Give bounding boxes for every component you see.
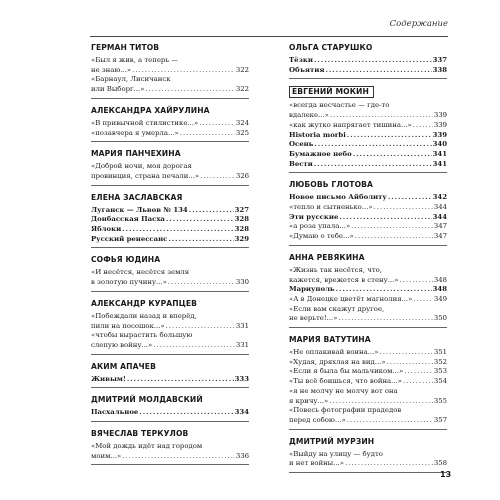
toc-entry xyxy=(289,406,447,425)
entry-title-row xyxy=(289,285,447,295)
leader-dots xyxy=(374,203,433,213)
entry-title-line: я кричу...» xyxy=(289,396,329,405)
leader-dots xyxy=(122,452,235,462)
toc-entry xyxy=(289,367,447,377)
entry-title-line: «позавчера я умерла...» xyxy=(91,128,179,137)
toc-section xyxy=(91,255,249,291)
entry-title-line: перед собою...» xyxy=(289,415,346,424)
section-divider xyxy=(289,429,447,430)
entry-page-number: 348 xyxy=(433,275,447,284)
toc-entry xyxy=(91,206,249,216)
entry-title-line: не верьте!...» xyxy=(289,314,338,323)
entry-title-line: «Повесь фотографии прадедов xyxy=(289,406,402,415)
leader-dots xyxy=(413,121,433,131)
entry-title-row xyxy=(289,56,447,66)
entry-title-row xyxy=(289,222,447,232)
toc-entry xyxy=(289,101,447,120)
leader-dots xyxy=(388,193,432,203)
entry-page-number: 327 xyxy=(234,205,249,214)
toc-section xyxy=(289,79,447,173)
author-name: АЛЕКСАНДРА ХАЙРУЛИНА xyxy=(91,105,210,115)
entry-title-line: «Выйду на улицу — будто xyxy=(289,449,383,458)
entry-title-line: не знаю...» xyxy=(91,65,132,74)
entry-title-line: Яблоки xyxy=(91,225,122,234)
toc-entry xyxy=(91,56,249,75)
entry-title-row xyxy=(91,278,249,288)
entry-page-number: 328 xyxy=(234,225,249,234)
entry-title-line: слепую войну...» xyxy=(91,340,153,349)
author-name: АЛЕКСАНДР КУРАПЦЕВ xyxy=(91,298,198,308)
entry-title-line: провинция, страна печали...» xyxy=(91,171,200,180)
author-name: АКИМ АПАЧЕВ xyxy=(91,361,156,371)
entry-page-number: 328 xyxy=(234,215,249,224)
entry-title-row xyxy=(289,348,447,358)
entry-title-row xyxy=(91,235,249,245)
toc-entry xyxy=(289,66,447,76)
leader-dots xyxy=(314,160,432,170)
entry-title-line: «Думаю о тебе...» xyxy=(289,232,354,241)
leader-dots xyxy=(166,215,234,225)
section-divider xyxy=(91,421,249,422)
leader-dots xyxy=(347,131,432,141)
toc-entry xyxy=(289,150,447,160)
entry-title-row xyxy=(91,322,249,332)
toc-entry xyxy=(289,193,447,203)
entry-page-number: 341 xyxy=(432,159,447,168)
section-divider xyxy=(91,387,249,388)
leader-dots xyxy=(180,129,235,139)
toc-entry xyxy=(289,213,447,223)
leader-dots xyxy=(199,119,235,129)
entry-title-row xyxy=(91,206,249,216)
toc-entry xyxy=(91,129,249,139)
entry-title-line: Луганск — Львов № 134 xyxy=(91,205,188,214)
entry-title-line: «я не молчу не молчу вот она xyxy=(289,386,398,395)
entry-title-line: Вести xyxy=(289,159,313,168)
entry-title-row xyxy=(91,341,249,351)
toc-section xyxy=(91,43,249,99)
entry-page-number: 341 xyxy=(432,149,447,158)
entry-title-line: Живым! xyxy=(91,374,126,383)
entry-title-line: пили на посошок...» xyxy=(91,321,165,330)
entry-page-number: 357 xyxy=(433,415,447,424)
header-rule xyxy=(90,36,448,37)
toc-section xyxy=(91,395,249,422)
entry-page-number: 340 xyxy=(432,140,447,149)
leader-dots xyxy=(413,295,433,305)
toc-entry xyxy=(289,121,447,131)
entry-title-line: «тепло и сытненько...» xyxy=(289,203,373,212)
author-name: ЛЮБОВЬ ГЛОТОВА xyxy=(289,180,373,190)
entry-title-row xyxy=(289,111,447,121)
entry-title-line: «Доброй ночи, моя дорогая xyxy=(91,162,192,171)
toc-entry xyxy=(91,162,249,181)
entry-title-row xyxy=(91,215,249,225)
toc-entry xyxy=(289,377,447,387)
entry-page-number: 353 xyxy=(433,367,447,376)
entry-title-row xyxy=(91,452,249,462)
entry-title-line: Объятия xyxy=(289,65,325,74)
leader-dots xyxy=(338,314,432,324)
entry-page-number: 322 xyxy=(235,65,249,74)
entry-page-number: 326 xyxy=(235,171,249,180)
leader-dots xyxy=(339,213,431,223)
toc-entry xyxy=(91,235,249,245)
author-name: МАРИЯ ПАНЧЕХИНА xyxy=(91,149,181,159)
leader-dots xyxy=(132,66,235,76)
section-divider xyxy=(91,291,249,292)
leader-dots xyxy=(127,375,234,385)
entry-title-row xyxy=(289,377,447,387)
toc-entry xyxy=(91,75,249,94)
section-divider xyxy=(91,464,249,465)
toc-entry xyxy=(91,331,249,350)
entry-title-row xyxy=(91,172,249,182)
section-divider xyxy=(289,245,447,246)
entry-title-row xyxy=(289,459,447,469)
entry-title-row xyxy=(289,140,447,150)
entry-title-row xyxy=(289,358,447,368)
entry-title-line: «чтобы вырастить большую xyxy=(91,331,193,340)
entry-title-row xyxy=(289,213,447,223)
entry-title-line: Тёзки xyxy=(289,56,313,64)
toc-entry xyxy=(289,295,447,305)
toc-left-column xyxy=(91,43,249,465)
toc-section xyxy=(91,193,249,249)
entry-page-number: 331 xyxy=(235,321,249,330)
toc-section xyxy=(91,362,249,389)
leader-dots xyxy=(387,358,433,368)
entry-title-line: Мариуполь xyxy=(289,285,335,294)
leader-dots xyxy=(330,111,433,121)
header-title: Содержание xyxy=(389,19,448,29)
author-name: МАРИЯ ВАТУТИНА xyxy=(289,335,371,345)
section-divider xyxy=(289,172,447,173)
toc-entry xyxy=(91,375,249,385)
entry-page-number: 347 xyxy=(433,222,447,231)
author-name: ВЯЧЕСЛАВ ТЕРКУЛОВ xyxy=(91,429,189,439)
author-name: ЕВГЕНИЙ МОКИН xyxy=(289,86,374,98)
leader-dots xyxy=(404,367,433,377)
author-name: АННА РЕВЯКИНА xyxy=(289,252,365,262)
entry-page-number: 333 xyxy=(234,374,249,383)
toc-right-column xyxy=(289,43,447,473)
entry-title-row xyxy=(289,314,447,324)
section-divider xyxy=(289,472,447,473)
toc-section xyxy=(289,43,447,79)
entry-title-row xyxy=(289,150,447,160)
entry-title-line: Донбасская Пасха xyxy=(91,215,165,224)
toc-entry xyxy=(289,348,447,358)
entry-page-number: 331 xyxy=(235,340,249,349)
entry-title-line: в золотую пучину...» xyxy=(91,278,167,287)
leader-dots xyxy=(336,285,432,295)
entry-title-line: «Был я жив, а теперь — xyxy=(91,56,179,64)
leader-dots xyxy=(314,140,431,150)
toc-section xyxy=(91,106,249,142)
leader-dots xyxy=(351,222,433,232)
entry-title-line: вдалеке...» xyxy=(289,111,329,120)
entry-page-number: 358 xyxy=(433,459,447,468)
entry-title-row xyxy=(91,85,249,95)
leader-dots xyxy=(347,416,433,426)
toc-entry xyxy=(289,266,447,285)
entry-page-number: 336 xyxy=(235,451,249,460)
leader-dots xyxy=(353,150,432,160)
toc-section xyxy=(289,180,447,246)
toc-entry xyxy=(289,222,447,232)
toc-section xyxy=(289,335,447,430)
entry-page-number: 337 xyxy=(432,56,447,64)
toc-entry xyxy=(91,225,249,235)
entry-title-row xyxy=(289,203,447,213)
entry-title-line: или Выборг...» xyxy=(91,85,145,94)
entry-title-line: и нет войны...» xyxy=(289,459,344,468)
page-number: 13 xyxy=(440,470,452,479)
entry-page-number: 339 xyxy=(432,130,447,139)
entry-page-number: 355 xyxy=(433,396,447,405)
toc-section xyxy=(91,299,249,355)
entry-title-line: «А в Донецке цветёт магнолия...» xyxy=(289,294,413,303)
entry-title-line: «Если я была бы мальчиком...» xyxy=(289,367,404,376)
entry-title-line: «Барнаул, Лисичанск xyxy=(91,75,171,84)
entry-title-line: «Если вам скажут другое, xyxy=(289,304,385,313)
entry-page-number: 354 xyxy=(433,377,447,386)
entry-title-line: «И несётся, несётся земля xyxy=(91,268,190,277)
entry-title-row xyxy=(289,66,447,76)
entry-title-row xyxy=(289,193,447,203)
leader-dots xyxy=(122,225,233,235)
entry-page-number: 348 xyxy=(432,285,447,294)
entry-title-row xyxy=(289,367,447,377)
toc-section xyxy=(289,253,447,328)
toc-entry xyxy=(91,312,249,331)
entry-page-number: 329 xyxy=(234,234,249,243)
toc-section xyxy=(289,437,447,473)
entry-page-number: 342 xyxy=(432,193,447,202)
entry-title-line: Осень xyxy=(289,140,314,149)
toc-entry xyxy=(289,285,447,295)
entry-title-line: «Мой дождь идёт над городом xyxy=(91,442,203,451)
section-divider xyxy=(289,327,447,328)
entry-title-line: «как жутко напрягает тишина...» xyxy=(289,120,412,129)
entry-page-number: 325 xyxy=(235,128,249,137)
section-divider xyxy=(91,247,249,248)
entry-title-line: «Не оплакивай воина...» xyxy=(289,348,379,357)
entry-title-line: Пасхальное xyxy=(91,408,139,417)
entry-page-number: 330 xyxy=(235,278,249,287)
leader-dots xyxy=(166,322,235,332)
leader-dots xyxy=(403,377,433,387)
entry-title-line: моим...» xyxy=(91,451,122,460)
entry-title-row xyxy=(289,160,447,170)
entry-page-number: 339 xyxy=(433,111,447,120)
entry-title-line: кажется, врежется в стену...» xyxy=(289,275,399,284)
entry-title-line: Новое письмо Айболиту xyxy=(289,193,387,202)
entry-page-number: 344 xyxy=(433,203,447,212)
leader-dots xyxy=(325,66,431,76)
leader-dots xyxy=(329,397,433,407)
leader-dots xyxy=(399,276,432,286)
entry-page-number: 339 xyxy=(433,120,447,129)
entry-title-row xyxy=(289,295,447,305)
entry-page-number: 334 xyxy=(234,408,249,417)
entry-title-row xyxy=(91,225,249,235)
toc-entry xyxy=(91,442,249,461)
toc-section xyxy=(91,429,249,465)
entry-title-row xyxy=(91,66,249,76)
leader-dots xyxy=(345,459,433,469)
leader-dots xyxy=(145,85,234,95)
author-name: ДМИТРИЙ МУРЗИН xyxy=(289,436,375,446)
author-name: ЕЛЕНА ЗАСЛАВСКАЯ xyxy=(91,192,183,202)
entry-title-row xyxy=(91,119,249,129)
section-divider xyxy=(91,141,249,142)
entry-title-row xyxy=(91,408,249,418)
toc-entry xyxy=(91,408,249,418)
toc-entry xyxy=(91,119,249,129)
entry-page-number: 352 xyxy=(433,357,447,366)
entry-title-line: «Жизнь так несётся, что, xyxy=(289,265,382,274)
entry-title-line: Русский ренессанс xyxy=(91,234,168,243)
entry-title-line: «Ты всё боишься, что война...» xyxy=(289,377,402,386)
toc-entry xyxy=(91,215,249,225)
entry-title-line: «Худая, дряхлая на вид...» xyxy=(289,357,386,366)
entry-title-row xyxy=(289,276,447,286)
entry-title-row xyxy=(289,121,447,131)
entry-page-number: 322 xyxy=(235,85,249,94)
toc-entry xyxy=(289,160,447,170)
author-name: ОЛЬГА СТАРУШКО xyxy=(289,43,373,52)
entry-title-line: «а роза упала...» xyxy=(289,222,351,231)
entry-title-line: «В привычной стилистике...» xyxy=(91,118,199,127)
author-name: ГЕРМАН ТИТОВ xyxy=(91,43,160,52)
leader-dots xyxy=(168,235,233,245)
entry-page-number: 338 xyxy=(432,65,447,74)
entry-page-number: 347 xyxy=(433,232,447,241)
leader-dots xyxy=(200,172,235,182)
toc-entry xyxy=(289,387,447,406)
entry-title-line: Historia morbi xyxy=(289,130,346,139)
leader-dots xyxy=(139,408,233,418)
toc-section xyxy=(91,149,249,185)
entry-title-row xyxy=(91,129,249,139)
entry-title-row xyxy=(289,131,447,141)
entry-title-line: «Побеждали назад и вперёд, xyxy=(91,311,197,320)
toc-entry xyxy=(289,203,447,213)
entry-title-row xyxy=(289,397,447,407)
leader-dots xyxy=(355,232,433,242)
toc-entry xyxy=(289,358,447,368)
toc-entry xyxy=(289,232,447,242)
section-divider xyxy=(91,98,249,99)
toc-entry xyxy=(289,56,447,66)
entry-page-number: 344 xyxy=(432,212,447,221)
author-name: СОФЬЯ ЮДИНА xyxy=(91,255,161,265)
author-name: ДМИТРИЙ МОЛДАВСКИЙ xyxy=(91,395,203,405)
entry-title-row xyxy=(289,416,447,426)
entry-page-number: 324 xyxy=(235,118,249,127)
section-divider xyxy=(91,185,249,186)
entry-title-line: Эти русские xyxy=(289,212,339,221)
entry-title-row xyxy=(91,375,249,385)
entry-title-line: Бумажное небо xyxy=(289,149,352,158)
toc-entry xyxy=(91,268,249,287)
toc-entry xyxy=(289,140,447,150)
entry-page-number: 351 xyxy=(433,348,447,357)
entry-page-number: 350 xyxy=(433,314,447,323)
leader-dots xyxy=(380,348,433,358)
entry-title-line: «всегда несчастье — где-то xyxy=(289,101,390,110)
toc-entry xyxy=(289,450,447,469)
entry-title-row xyxy=(289,232,447,242)
entry-page-number: 349 xyxy=(433,294,447,303)
leader-dots xyxy=(189,206,234,216)
leader-dots xyxy=(314,56,432,66)
section-divider xyxy=(91,354,249,355)
leader-dots xyxy=(168,278,235,288)
toc-entry xyxy=(289,305,447,324)
toc-entry xyxy=(289,131,447,141)
leader-dots xyxy=(153,341,235,351)
